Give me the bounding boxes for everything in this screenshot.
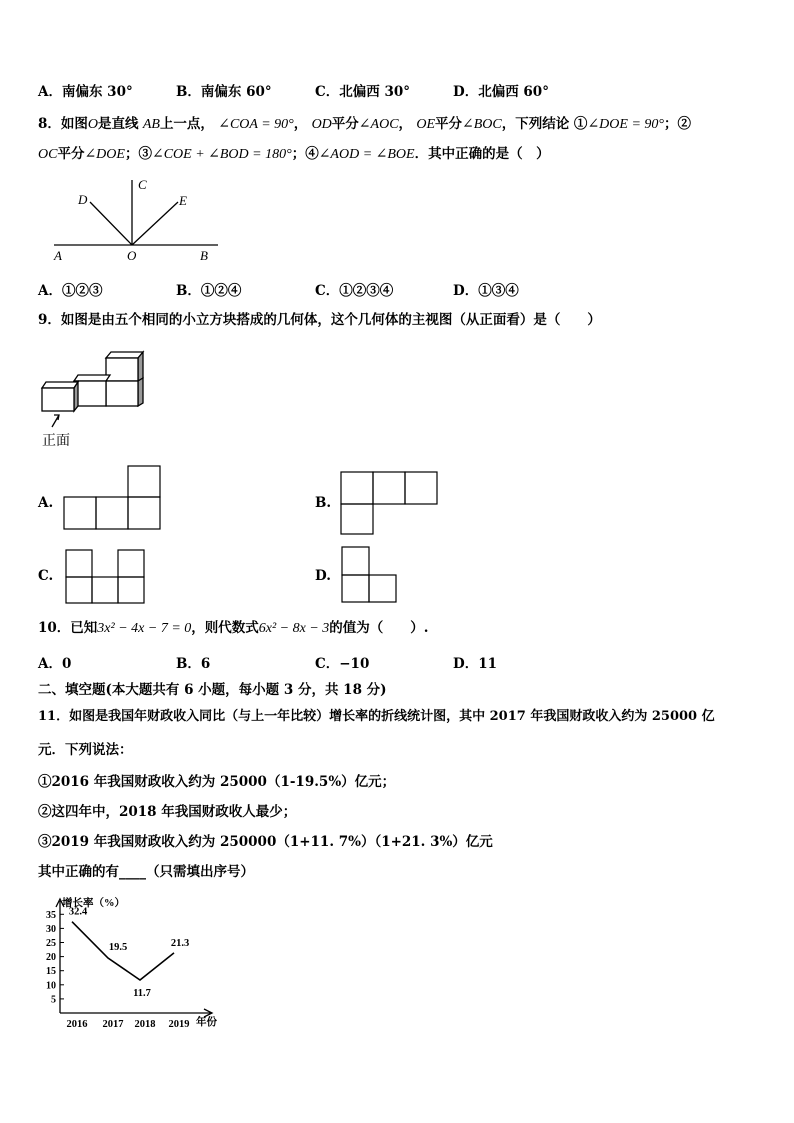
x-tick-label: 2017 — [102, 1019, 124, 1030]
q7-option-a: A．南偏东 30° — [38, 84, 133, 100]
q10-stem: 10．已知3x² − 4x − 7 = 0，则代数式6x² − 8x − 3的值为（ ）. — [38, 620, 429, 636]
q8-option-c: C．①②③④ — [315, 283, 394, 299]
q9-cube-figure — [38, 348, 150, 452]
answer-blank: ____ — [119, 864, 146, 880]
data-label: 11.7 — [133, 988, 151, 1000]
label-b: B — [200, 248, 208, 263]
x-tick-label: 2018 — [134, 1019, 156, 1030]
label-o: O — [127, 248, 137, 263]
q9-option-a-label: A. — [38, 495, 54, 511]
q11-statement-1: ①2016 年我国财政收入约为 25000（1-19.5%）亿元； — [38, 774, 396, 790]
q8-stem-line1: 8．如图O是直线 AB上一点， ∠COA = 90°， OD平分∠AOC， OE平分∠BOC，下列结论 ①∠DOE = 90°；② — [38, 116, 691, 132]
q8-option-b: B．①②④ — [176, 283, 242, 299]
x-tick-label: 2019 — [168, 1019, 190, 1030]
q9-option-b-view — [339, 470, 441, 536]
y-tick-label: 35 — [46, 909, 56, 921]
q10-option-b: B．6 — [176, 656, 211, 672]
q11-statement-3: ③2019 年我国财政收入约为 250000（1+11. 7%）（1+21. 3%）亿元 — [38, 834, 493, 850]
data-label: 19.5 — [108, 942, 128, 954]
label-d: D — [78, 192, 88, 207]
q8-angle-figure — [40, 172, 230, 264]
label-e: E — [179, 193, 187, 208]
label-c: C — [138, 177, 147, 192]
q10-option-a: A．0 — [38, 656, 72, 672]
q11-question: 其中正确的有____（只需填出序号） — [38, 864, 254, 880]
y-tick-label: 20 — [46, 952, 56, 964]
q9-stem: 9．如图是由五个相同的小立方块搭成的几何体，这个几何体的主视图（从正面看）是（ ） — [38, 312, 601, 328]
q10-option-d: D．11 — [453, 656, 498, 672]
front-label: 正面 — [42, 433, 70, 449]
y-tick-label: 30 — [46, 923, 56, 935]
q9-option-c-view — [64, 548, 148, 606]
front-arrow — [52, 415, 59, 427]
data-label: 32.4 — [68, 906, 88, 918]
q11-stem-line2: 元．下列说法： — [38, 742, 133, 758]
q11-stem-line1: 11．如图是我国年财政收入同比（与上一年比较）增长率的折线统计图，其中 2017 年我国财政收入约为 25000 亿 — [38, 709, 715, 724]
q8-option-d: D．①③④ — [453, 283, 519, 299]
y-tick-label: 25 — [46, 938, 56, 949]
q8-option-a: A．①②③ — [38, 283, 103, 299]
q9-option-c-label: C. — [38, 568, 54, 584]
y-axis-title: 增长率（%） — [62, 898, 125, 909]
y-tick-label: 15 — [46, 966, 56, 978]
q11-statement-2: ②这四年中，2018 年我国财政收人最少； — [38, 804, 297, 820]
q8-stem-line2: OC平分∠DOE；③∠COE + ∠BOD = 180°；④∠AOD = ∠BOE．其中正确的是（ ） — [38, 146, 550, 162]
x-tick-label: 2016 — [66, 1019, 88, 1030]
x-axis-title: 年份 — [196, 1017, 217, 1028]
q9-option-a-view — [62, 464, 162, 532]
q9-option-b-label: B. — [315, 495, 332, 511]
q9-option-d-label: D. — [315, 568, 331, 584]
section-2-title: 二、填空题(本大题共有 6 小题，每小题 3 分，共 18 分) — [38, 682, 387, 698]
q7-option-d: D．北偏西 60° — [453, 84, 549, 100]
y-tick-label: 10 — [46, 980, 56, 992]
q7-option-b: B．南偏东 60° — [176, 84, 272, 100]
data-label: 21.3 — [170, 937, 190, 949]
q9-option-d-view — [340, 545, 400, 605]
q7-option-c: C．北偏西 30° — [315, 84, 410, 100]
label-a: A — [54, 248, 62, 263]
ray-od — [90, 202, 132, 245]
growth-rate-line-chart — [36, 893, 232, 1035]
y-tick-label: 5 — [51, 994, 56, 1006]
q10-option-c: C．−10 — [315, 656, 370, 672]
ray-oe — [132, 202, 178, 245]
